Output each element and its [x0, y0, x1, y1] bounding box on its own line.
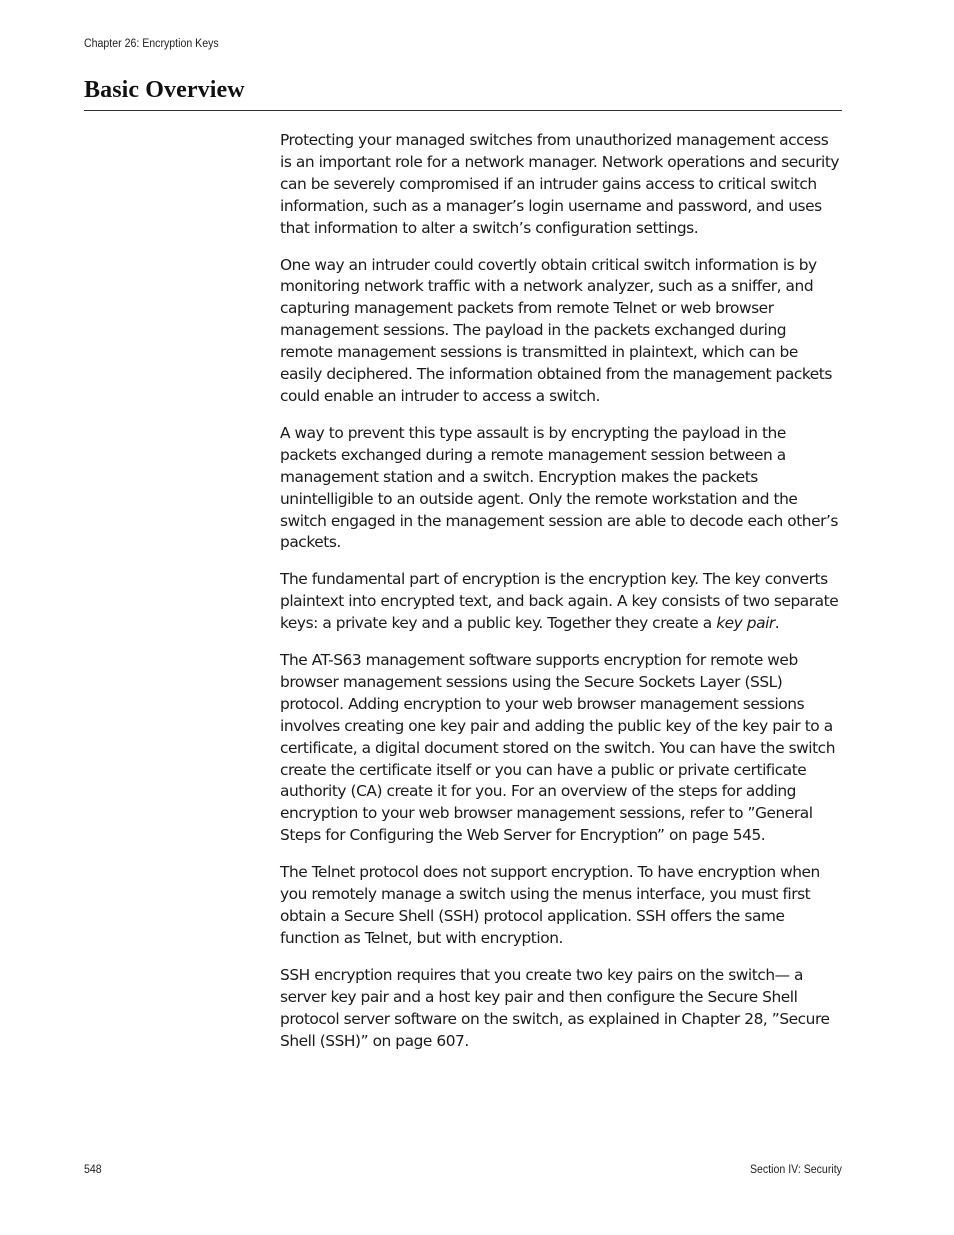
- paragraph-ssh-key-pairs: SSH encryption requires that you create two key pairs on the switch— a server key pair and a host key pair and then configure the Secure Shell protocol server software on the switch, as explained in Chapter 28, ”Secure Shell (SSH)” on page 607.: [280, 965, 830, 1050]
- paragraph-prevent-assault: A way to prevent this type assault is by encrypting the payload in the packets exchanged during a remote management session between a management station and a switch. Encryption makes the packets unintelligible to an outside agent. Only the remote workstation and the switch engaged in the management session are able to decode each other’s packets.: [280, 423, 839, 552]
- key-end: .: [774, 614, 780, 633]
- body-text: [280, 130, 843, 1067]
- page-number: 548: [84, 1164, 102, 1176]
- paragraph-unauthorized-access: Protecting your managed switches from unauthorized management access is an important role for a network manager. Network operations and security can be severely compromised if an intruder gains access to critical switch information, such as a manager’s login username and password, and uses that information to alter a switch’s configuration settings.: [280, 131, 840, 237]
- paragraph-telnet-ssh: The Telnet protocol does not support encryption. To have encryption when you remotely manage a switch using the menus interface, you must first obtain a Secure Shell (SSH) protocol application. SSH offers the same function as Telnet, but with encryption.: [280, 863, 820, 947]
- paragraph-ssl-support: The AT-S63 management software supports encryption for remote web browser management sessions using the Secure Sockets Layer (SSL) protocol. Adding encryption to your web browser management sessions involves creating one key pair and adding the public key of the key pair to a certificate, a digital document stored on the switch. You can have the switch create the certificate itself or you can have a public or private certificate authority (CA) create it for you. For an overview of the steps for adding encryption to your web browser management sessions, refer to ”General Steps for Configuring the Web Server for Encryption” on page 545.: [280, 651, 836, 845]
- running-footer-section: Section IV: Security: [750, 1164, 842, 1176]
- title-rule: [84, 110, 842, 111]
- paragraph-intruder-sniffer: One way an intruder could covertly obtain critical switch information is by monitoring network traffic with a network analyzer, such as a sniffer, and capturing management packets from remote Telnet or web browser management sessions. The payload in the packets exchanged during remote management sessions is transmitted in plaintext, which can be easily deciphered. The information obtained from the management packets could enable an intruder to access a switch.: [280, 255, 832, 405]
- key-pair-term: key pair: [716, 614, 775, 633]
- key-text: The fundamental part of encryption is the encryption key. The key converts plaintext into encrypted text, and back again. A key consists of two separate keys: a private key and a public key. Together they create a: [280, 570, 839, 633]
- running-header: Chapter 26: Encryption Keys: [84, 38, 219, 50]
- paragraph-encryption-key: [280, 569, 843, 635]
- section-title: Basic Overview: [84, 77, 245, 103]
